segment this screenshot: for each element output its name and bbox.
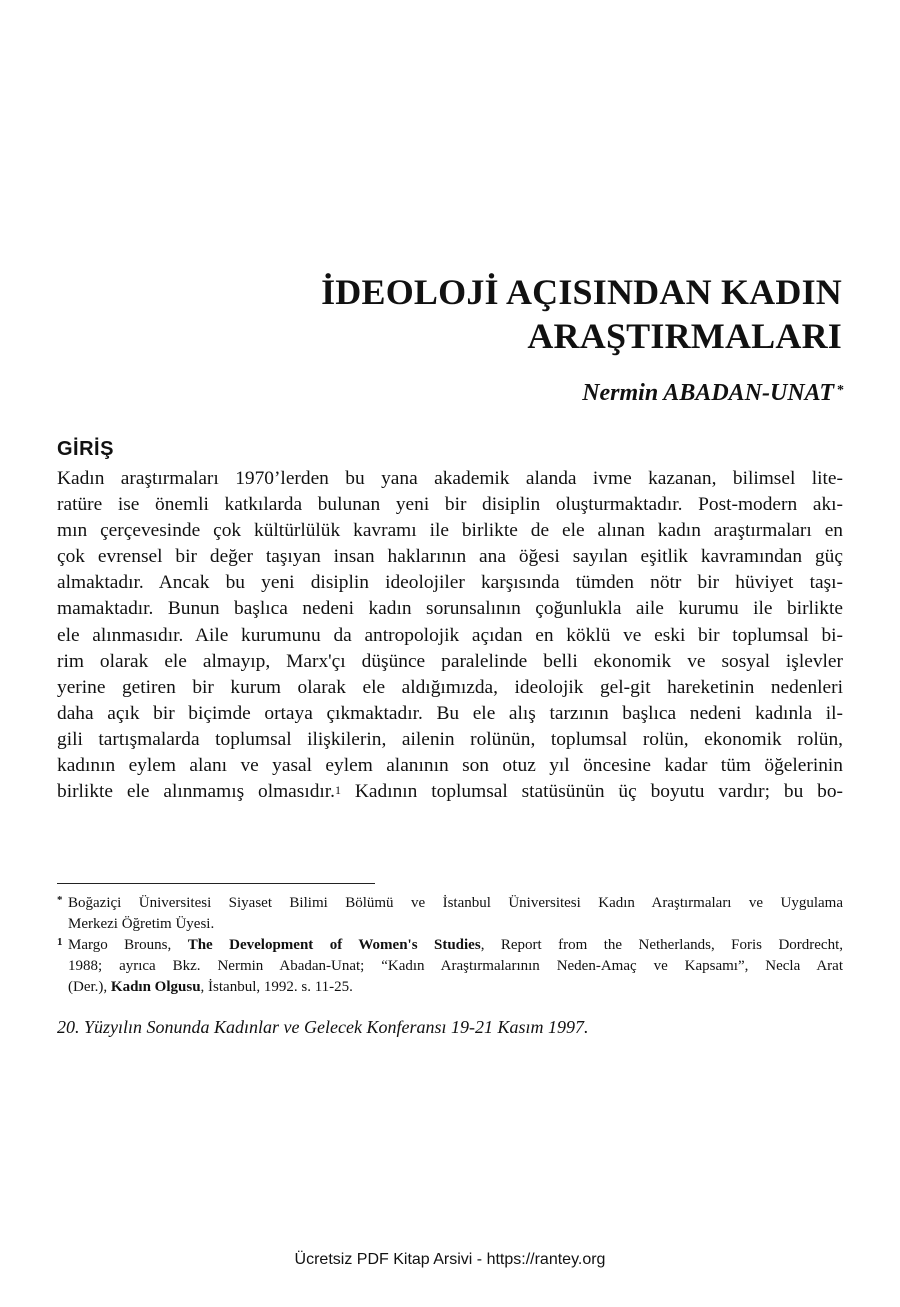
- article-title: [321, 270, 842, 358]
- footnote-reference: 1: [335, 783, 342, 798]
- footnote-mark: *: [57, 894, 63, 906]
- body-line: ele alınmasıdır. Aile kurumunu da antropolojik açıdan en köklü ve eski bir toplumsal bi-: [57, 624, 843, 646]
- author-name: Nermin ABADAN-UNAT: [582, 380, 834, 406]
- body-line-last: [57, 779, 843, 805]
- footnote-line: [68, 977, 843, 998]
- footnotes: [57, 893, 843, 998]
- title-line-2: ARAŞTIRMALARI: [527, 316, 842, 356]
- page-footer: Ücretsiz PDF Kitap Arsivi - https://rantey.org: [294, 1251, 606, 1268]
- footnote-divider: [57, 883, 375, 884]
- footnote-line: Merkezi Öğretim Üyesi.: [68, 916, 215, 932]
- footnote-line: [68, 935, 843, 956]
- body-line: mamaktadır. Bunun başlıca nedeni kadın sorunsalının çoğunlukla aile kurumu ile birlikte: [57, 598, 843, 620]
- body-line: daha açık bir biçimde ortaya çıkmaktadır. Bu ele alış tarzının başlıca nedeni kadınla il-: [57, 702, 843, 724]
- footnote-book-title: The Development of Women's Studies: [187, 937, 481, 953]
- body-text-segment: Kadının toplumsal statüsünün üç boyutu vardır; bu bo-: [341, 781, 843, 803]
- body-line: mın çerçevesinde çok kültürlülük kavramı ile birlikte de ele alınan kadın araştırmaları en: [57, 520, 843, 542]
- footnote-author: [57, 893, 843, 935]
- body-line: çok evrensel bir değer taşıyan insan haklarının ana öğesi sayılan eşitlik kavramından güç: [57, 546, 843, 568]
- footnote-line: 1988; ayrıca Bkz. Nermin Abadan-Unat; “Kadın Araştırmalarının Neden-Amaç ve Kapsamı”, Necla Arat: [68, 958, 843, 974]
- footnote-book-title: Kadın Olgusu: [110, 979, 201, 995]
- body-line: yerine getiren bir kurum olarak ele aldığımızda, ideolojik gel-git hareketinin nedenleri: [57, 676, 843, 698]
- footnote-line: Boğaziçi Üniversitesi Siyaset Bilimi Bölümü ve İstanbul Üniversitesi Kadın Araştırmaları ve Uygulama: [68, 895, 843, 911]
- body-line: ratüre ise önemli katkılarda bulunan yeni bir disiplin oluşturmaktadır. Post-modern akı-: [57, 494, 843, 516]
- footnote-1: [57, 935, 843, 998]
- body-paragraph: [57, 466, 843, 805]
- author-footnote-mark: *: [837, 383, 844, 398]
- author-byline: [582, 378, 844, 408]
- body-line: almaktadır. Ancak bu yeni disiplin ideolojiler karşısında tümden nötr bir hüviyet taşı-: [57, 572, 843, 594]
- body-line: gili tartışmalarda toplumsal ilişkilerin, ailenin rolünün, toplumsal rolün, ekonomik rolün,: [57, 728, 843, 750]
- conference-note: 20. Yüzyılın Sonunda Kadınlar ve Gelecek Konferansı 19-21 Kasım 1997.: [57, 1017, 589, 1037]
- footnote-text: Margo Brouns,: [68, 937, 188, 953]
- body-line: rim olarak ele almayıp, Marx'çı düşünce paralelinde belli ekonomik ve sosyal işlevler: [57, 650, 843, 672]
- footnote-text: , Report from the Netherlands, Foris Dordrecht,: [480, 937, 843, 953]
- title-line-1: İDEOLOJİ AÇISINDAN KADIN: [321, 272, 842, 312]
- footnote-text: , İstanbul, 1992. s. 11-25.: [200, 979, 353, 995]
- section-heading: GİRİŞ: [57, 438, 114, 460]
- footnote-mark: 1: [57, 936, 63, 948]
- body-line: Kadın araştırmaları 1970’lerden bu yana akademik alanda ivme kazanan, bilimsel lite-: [57, 468, 843, 489]
- footnote-text: (Der.),: [68, 979, 111, 995]
- body-text-segment: birlikte ele alınmamış olmasıdır.: [57, 781, 336, 803]
- body-line: kadının eylem alanı ve yasal eylem alanının son otuz yıl öncesine kadar tüm öğelerinin: [57, 755, 843, 777]
